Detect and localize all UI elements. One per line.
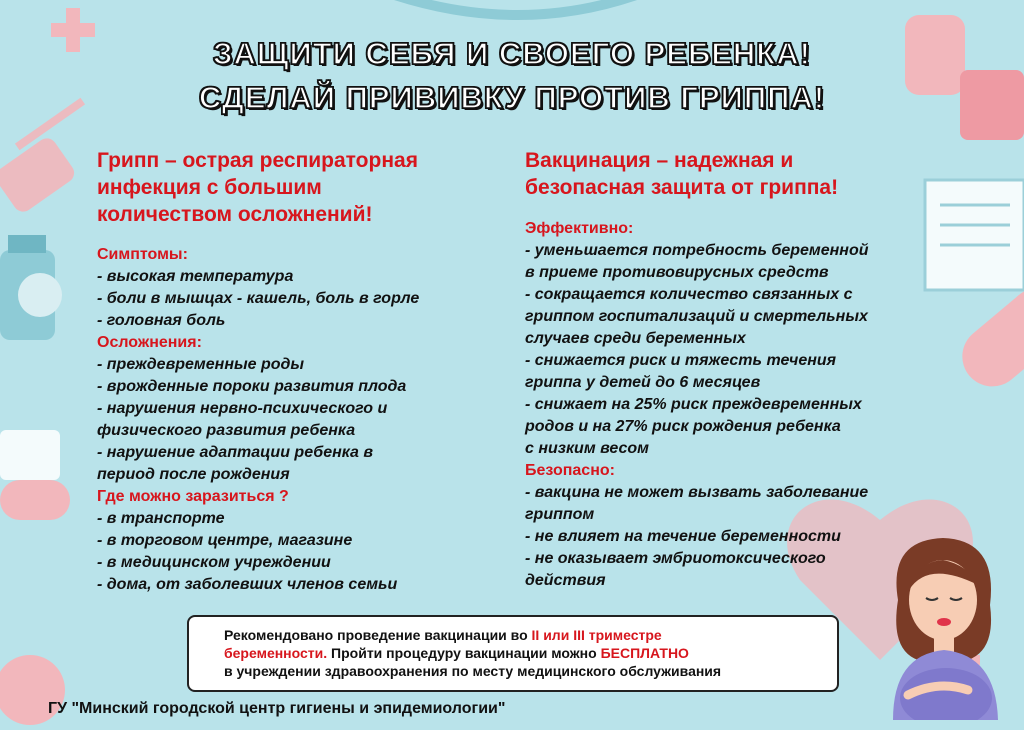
list-item: - уменьшается потребность беременной <box>525 242 869 259</box>
list-item: - снижается риск и тяжесть течения <box>525 352 837 369</box>
recommendation-box <box>187 615 839 692</box>
safe-label: Безопасно: <box>525 462 615 479</box>
list-item: - нарушение адаптации ребенка в <box>97 444 374 461</box>
list-item: - дома, от заболевших членов семьи <box>97 576 398 593</box>
list-item: случаев среди беременных <box>525 330 746 347</box>
right-heading: Вакцинация – надежная и безопасная защита от гриппа! <box>525 149 839 199</box>
left-heading: Грипп – острая респираторная инфекция с большим количеством осложнений! <box>97 149 418 226</box>
right-column <box>525 218 869 592</box>
list-item: - нарушения нервно-психического и <box>97 400 388 417</box>
medicine-bottle-icon <box>0 235 62 340</box>
list-item: действия <box>525 572 606 589</box>
where-label: Где можно заразиться ? <box>97 488 289 505</box>
list-item: - не оказывает эмбриотоксического <box>525 550 826 567</box>
list-item: - головная боль <box>97 312 226 329</box>
list-item: - вакцина не может вызвать заболевание <box>525 484 869 501</box>
clipboard-icon <box>925 180 1024 290</box>
list-item: период после рождения <box>97 466 290 483</box>
list-item: гриппом <box>525 506 595 523</box>
list-item: - в медицинском учреждении <box>97 554 331 571</box>
title-line-1: ЗАЩИТИ СЕБЯ И СВОЕГО РЕБЕНКА! <box>213 36 811 71</box>
left-column <box>97 244 419 596</box>
list-item: физического развития ребенка <box>97 422 356 439</box>
list-item: родов и на 27% риск рождения ребенка <box>525 418 841 435</box>
list-item: - преждевременные роды <box>97 356 305 373</box>
recommendation-text: Рекомендовано проведение вакцинации во II или III триместре беременности. Пройти процедуру вакцинации можно БЕСПЛАТНО в учреждении здравоохранения по месту медицинского обслуживания <box>224 627 722 679</box>
list-item: - в торговом центре, магазине <box>97 532 353 549</box>
symptoms-label: Симптомы: <box>97 246 188 263</box>
list-item: в приеме противовирусных средств <box>525 264 829 281</box>
list-item: - снижает на 25% риск преждевременных <box>525 396 862 413</box>
effective-label: Эффективно: <box>525 220 634 237</box>
list-item: - боли в мышцах - кашель, боль в горле <box>97 290 420 307</box>
list-item: гриппом госпитализаций и смертельных <box>525 308 868 325</box>
pregnant-woman-illustration <box>868 530 1018 720</box>
title-line-2: СДЕЛАЙ ПРИВИВКУ ПРОТИВ ГРИППА! <box>198 80 826 115</box>
list-item: - врожденные пороки развития плода <box>97 378 407 395</box>
list-item: - сокращается количество связанных с <box>525 286 853 303</box>
bandage-icon <box>950 276 1024 399</box>
list-item: - в транспорте <box>97 510 225 527</box>
complications-label: Осложнения: <box>97 334 202 351</box>
list-item: гриппа у детей до 6 месяцев <box>525 374 761 391</box>
list-item: - высокая температура <box>97 268 294 285</box>
list-item: - не влияет на течение беременности <box>525 528 841 545</box>
list-item: с низким весом <box>525 440 649 457</box>
footer-organization: ГУ "Минский городской центр гигиены и эпидемиологии" <box>48 700 506 717</box>
pill-icon <box>0 430 70 520</box>
pill-bottle-icon <box>905 15 1024 140</box>
stethoscope-icon <box>380 0 650 15</box>
